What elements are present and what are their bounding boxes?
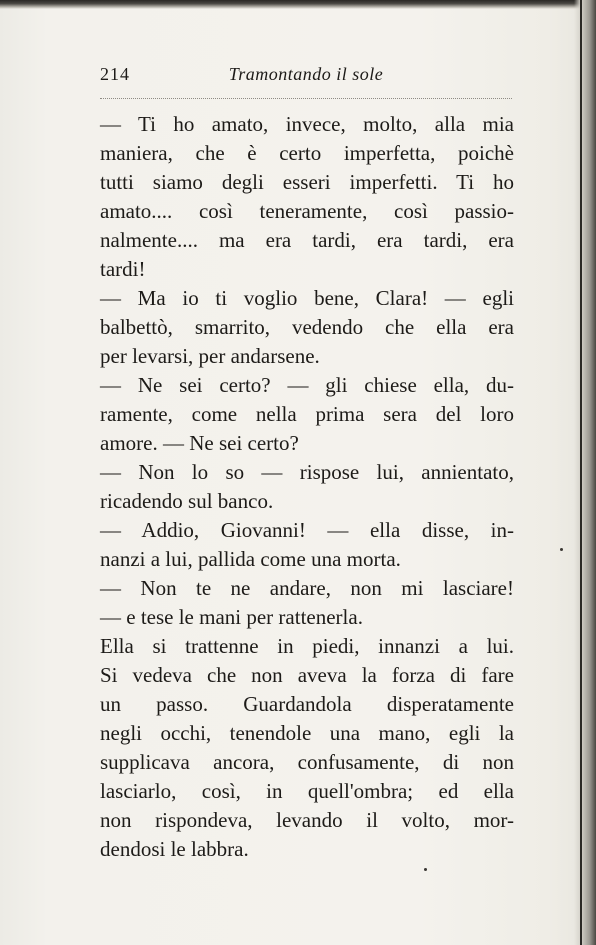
body-text bbox=[100, 110, 514, 864]
text-line: non rispondeva, levando il volto, mor- bbox=[100, 808, 514, 832]
text-line: — Ne sei certo? — gli chiese ella, du- bbox=[100, 373, 514, 397]
text-line: ricadendo sul banco. bbox=[100, 489, 274, 513]
text-line: ramente, come nella prima sera del loro bbox=[100, 402, 514, 426]
text-line: supplicava ancora, confusamente, di non bbox=[100, 750, 514, 774]
text-line: negli occhi, tenendole una mano, egli la bbox=[100, 721, 514, 745]
text-line: balbettò, smarrito, vedendo che ella era bbox=[100, 315, 514, 339]
header-rule bbox=[100, 98, 512, 99]
text-line: dendosi le labbra. bbox=[100, 837, 249, 861]
text-line: maniera, che è certo imperfetta, poichè bbox=[100, 141, 514, 165]
text-line: Ella si trattenne in piedi, innanzi a lui. bbox=[100, 634, 514, 658]
text-line: — Non lo so — rispose lui, annientato, bbox=[100, 460, 514, 484]
text-line: nanzi a lui, pallida come una morta. bbox=[100, 547, 401, 571]
text-line: — Non te ne andare, non mi lasciare! bbox=[100, 576, 514, 600]
binding-thread bbox=[580, 0, 582, 945]
page-header bbox=[100, 58, 512, 90]
paper-speck bbox=[424, 868, 427, 871]
text-line: Si vedeva che non aveva la forza di fare bbox=[100, 663, 514, 687]
running-title: Tramontando il sole bbox=[228, 64, 384, 84]
text-line: — Addio, Giovanni! — ella disse, in- bbox=[100, 518, 514, 542]
text-line: un passo. Guardandola disperatamente bbox=[100, 692, 514, 716]
paper-speck bbox=[560, 548, 563, 551]
text-line: per levarsi, per andarsene. bbox=[100, 344, 320, 368]
text-line: tutti siamo degli esseri imperfetti. Ti ho bbox=[100, 170, 514, 194]
text-line: — e tese le mani per rattenerla. bbox=[100, 605, 363, 629]
book-spine-shadow bbox=[574, 0, 596, 945]
text-line: lasciarlo, così, in quell'ombra; ed ella bbox=[100, 779, 514, 803]
page-top-edge bbox=[0, 0, 596, 9]
text-line: — Ti ho amato, invece, molto, alla mia bbox=[100, 112, 514, 136]
text-line: — Ma io ti voglio bene, Clara! — egli bbox=[100, 286, 514, 310]
text-line: amato.... così teneramente, così passio- bbox=[100, 199, 514, 223]
text-line: amore. — Ne sei certo? bbox=[100, 431, 299, 455]
page-number: 214 bbox=[100, 64, 130, 84]
text-line: tardi! bbox=[100, 257, 146, 281]
text-line: nalmente.... ma era tardi, era tardi, era bbox=[100, 228, 514, 252]
